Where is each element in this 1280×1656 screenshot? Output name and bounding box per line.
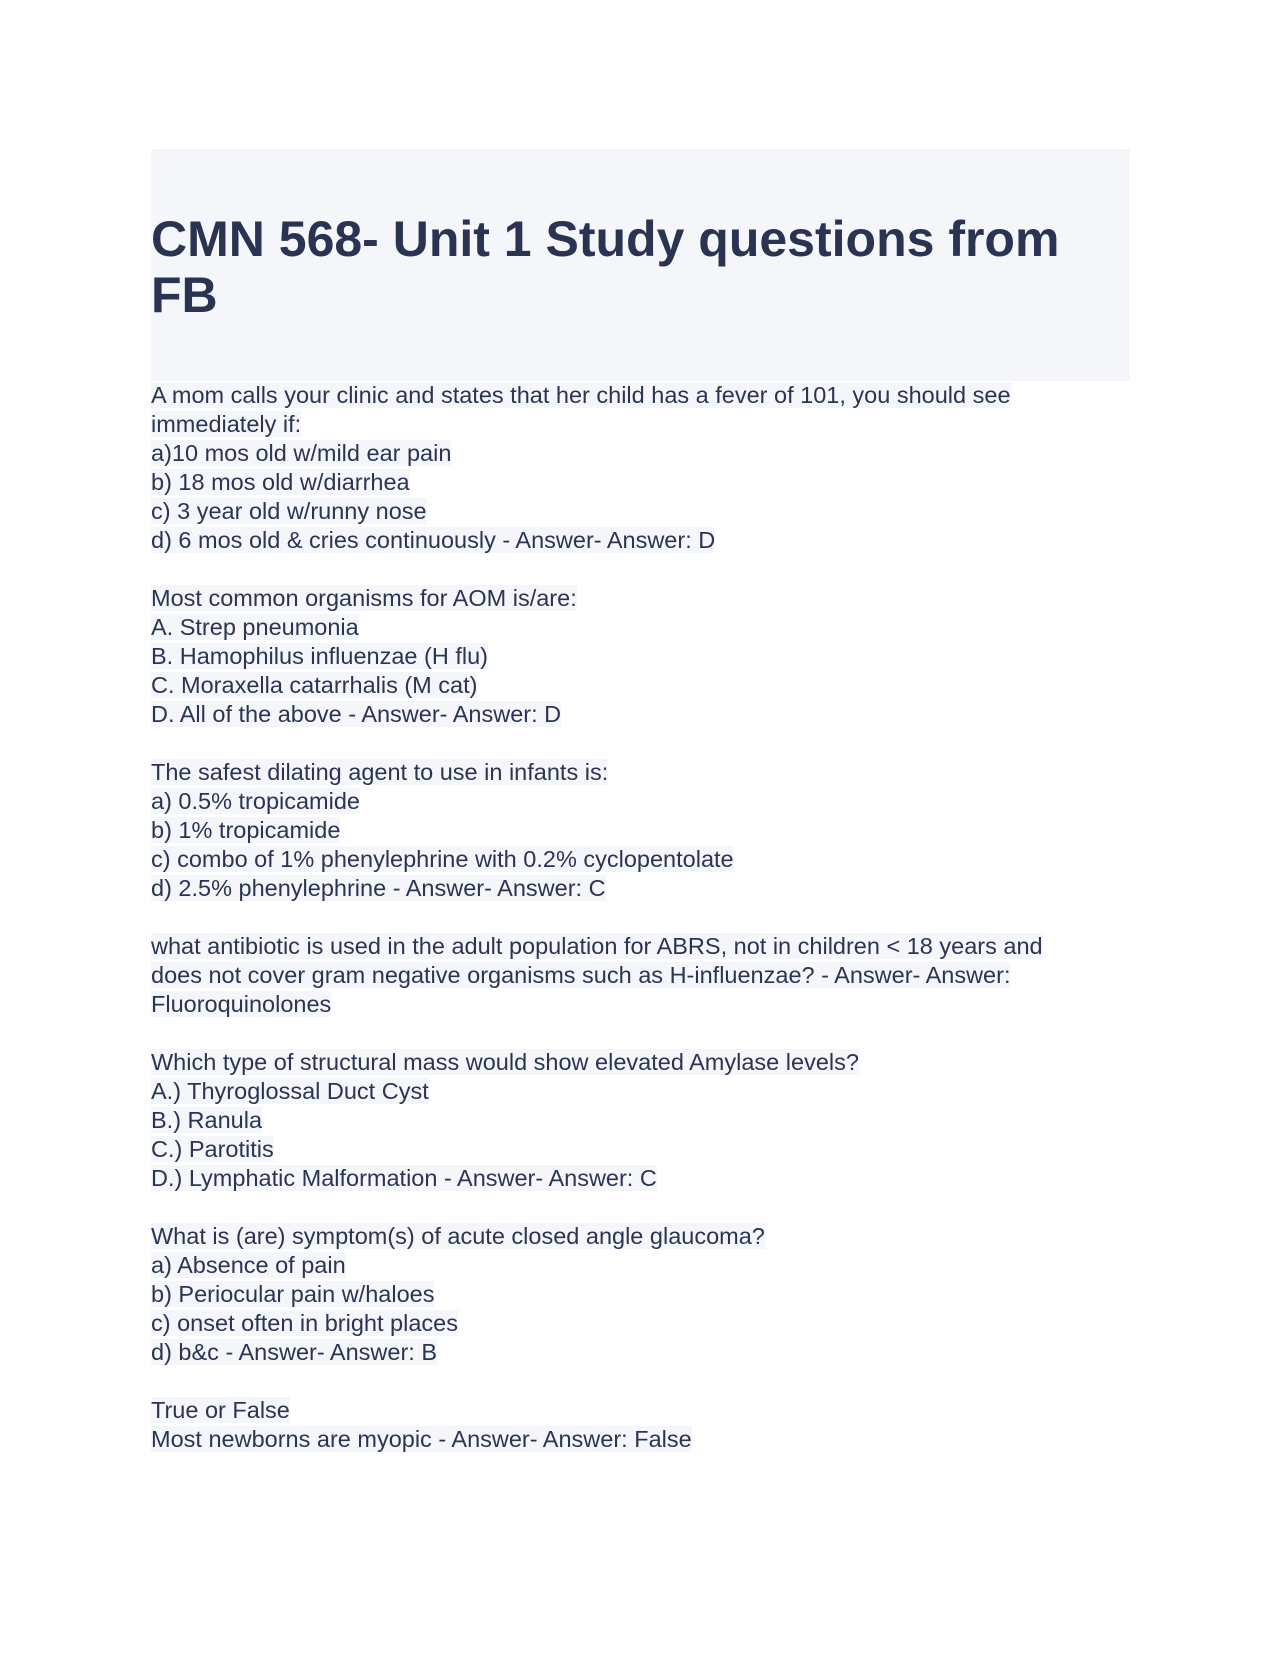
question-line [151, 1077, 1130, 1106]
question-line [151, 468, 1130, 497]
question-line-text: A. Strep pneumonia [151, 614, 359, 640]
question-line [151, 1164, 1130, 1193]
question-line [151, 758, 1130, 787]
question-line [151, 816, 1130, 845]
question-line [151, 1425, 1130, 1454]
question-line [151, 990, 1130, 1019]
question-line [151, 845, 1130, 874]
question-line-text: what antibiotic is used in the adult population for ABRS, not in children < 18 years and [151, 933, 1043, 959]
question-line [151, 1106, 1130, 1135]
question-line-text: does not cover gram negative organisms such as H-influenzae? - Answer- Answer: [151, 962, 1011, 988]
question-line [151, 1309, 1130, 1338]
question-line-text: b) 18 mos old w/diarrhea [151, 469, 410, 495]
question-block [151, 1222, 1130, 1367]
question-line-text: True or False [151, 1397, 290, 1423]
question-line [151, 961, 1130, 990]
question-line-text: d) 6 mos old & cries continuously - Answer- Answer: D [151, 527, 716, 553]
title-banner [151, 149, 1130, 381]
question-line [151, 671, 1130, 700]
question-line-text: c) combo of 1% phenylephrine with 0.2% cyclopentolate [151, 846, 734, 872]
question-line-text: d) b&c - Answer- Answer: B [151, 1339, 438, 1365]
question-line-text: a) Absence of pain [151, 1252, 346, 1278]
question-line [151, 787, 1130, 816]
questions-list [151, 381, 1130, 1454]
question-line [151, 613, 1130, 642]
question-line [151, 932, 1130, 961]
question-line-text: B. Hamophilus influenzae (H flu) [151, 643, 488, 669]
question-line [151, 584, 1130, 613]
question-block [151, 381, 1130, 555]
question-line-text: c) 3 year old w/runny nose [151, 498, 427, 524]
question-line [151, 526, 1130, 555]
question-line [151, 1396, 1130, 1425]
question-block [151, 758, 1130, 903]
question-block [151, 584, 1130, 729]
question-block [151, 1396, 1130, 1454]
question-line-text: d) 2.5% phenylephrine - Answer- Answer: C [151, 875, 606, 901]
question-line-text: C.) Parotitis [151, 1136, 274, 1162]
question-line-text: Most newborns are myopic - Answer- Answer: False [151, 1426, 692, 1452]
question-line [151, 1280, 1130, 1309]
question-line [151, 700, 1130, 729]
question-line-text: Fluoroquinolones [151, 991, 332, 1017]
question-line [151, 1251, 1130, 1280]
question-line-text: a)10 mos old w/mild ear pain [151, 440, 452, 466]
question-line [151, 497, 1130, 526]
question-line-text: C. Moraxella catarrhalis (M cat) [151, 672, 478, 698]
question-line-text: Most common organisms for AOM is/are: [151, 585, 577, 611]
question-line [151, 1048, 1130, 1077]
page-title: CMN 568- Unit 1 Study questions from FB [151, 211, 1060, 323]
question-line [151, 1222, 1130, 1251]
document-page [151, 149, 1130, 1483]
question-line-text: D. All of the above - Answer- Answer: D [151, 701, 562, 727]
question-line-text: What is (are) symptom(s) of acute closed angle glaucoma? [151, 1223, 765, 1249]
question-line-text: b) 1% tropicamide [151, 817, 341, 843]
question-line-text: A mom calls your clinic and states that her child has a fever of 101, you should see [151, 382, 1011, 408]
question-line [151, 410, 1130, 439]
question-line [151, 642, 1130, 671]
question-line-text: c) onset often in bright places [151, 1310, 458, 1336]
question-line-text: immediately if: [151, 411, 302, 437]
question-line [151, 874, 1130, 903]
question-line-text: Which type of structural mass would show elevated Amylase levels? [151, 1049, 859, 1075]
question-line-text: b) Periocular pain w/haloes [151, 1281, 435, 1307]
question-line [151, 1135, 1130, 1164]
question-block [151, 1048, 1130, 1193]
question-block [151, 932, 1130, 1019]
question-line-text: a) 0.5% tropicamide [151, 788, 360, 814]
question-line [151, 1338, 1130, 1367]
question-line-text: D.) Lymphatic Malformation - Answer- Answer: C [151, 1165, 657, 1191]
question-line-text: A.) Thyroglossal Duct Cyst [151, 1078, 429, 1104]
question-line-text: The safest dilating agent to use in infants is: [151, 759, 609, 785]
question-line [151, 381, 1130, 410]
question-line-text: B.) Ranula [151, 1107, 263, 1133]
question-line [151, 439, 1130, 468]
